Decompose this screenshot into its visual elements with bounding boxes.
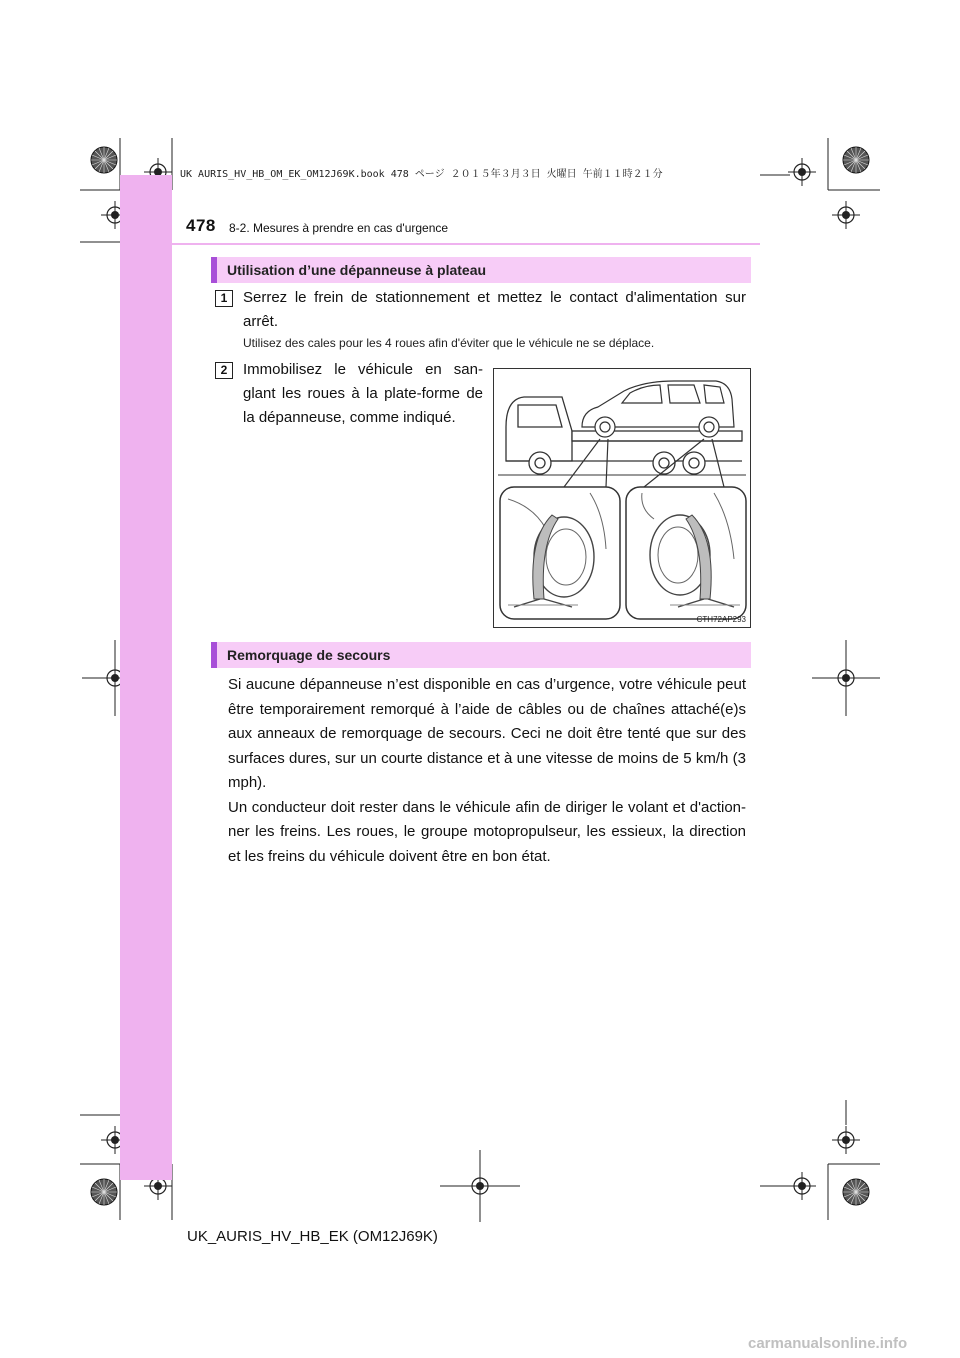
corner-mark-top-right (760, 138, 880, 229)
step-number-2: 2 (215, 362, 233, 379)
emergency-paragraph-2: Un conducteur doit rester dans le véhicule afin de diriger le volant et d'action-ner les freins. Les roues, le groupe motopropulseur, les essieux, la direction et les freins du véhicule doivent être en bon état. (228, 798, 746, 865)
front-wheel-strap-detail (500, 487, 620, 619)
header-rule (120, 243, 760, 245)
running-section-title: 8-2. Mesures à prendre en cas d'urgence (229, 221, 449, 235)
emergency-paragraph-1: Si aucune dépanneuse n’est disponible en cas d’urgence, votre véhicule peut être temporairement remorqué à l’aide de câbles ou de chaînes attaché(e)s aux anneaux de remorquage de secours. Ceci ne doit être tenté que sur des surfaces dures, sur un courte distance et à une vitesse de moins de 5 km/h (3 mph). (228, 676, 746, 791)
watermark: carmanualsonline.info (748, 1335, 908, 1352)
section-header-emergency-towing: Remorquage de secours (211, 642, 751, 668)
step-1-note: Utilisez des cales pour les 4 roues afin d'éviter que le véhicule ne se déplace. (243, 336, 655, 350)
step-1-text: Serrez le frein de stationnement et mettez le contact d'alimentation sur arrêt. (243, 289, 746, 330)
section-header-flatbed-truck: Utilisation d’une dépanneuse à plateau (211, 257, 751, 283)
step-2-text: Immobilisez le véhicule en san-glant les roues à la plate-forme de la dépanneuse, comme indiqué. (243, 361, 483, 426)
page-number: 478 (186, 216, 216, 235)
flatbed-tiedown-illustration (493, 368, 751, 628)
rear-wheel-strap-detail (626, 487, 746, 619)
figure-code: CTH72AP293 (696, 615, 746, 624)
document-code: UK_AURIS_HV_HB_EK (OM12J69K) (187, 1228, 438, 1245)
emergency-towing-text (228, 673, 746, 869)
chapter-side-band (120, 175, 172, 1180)
print-stamp: UK AURIS_HV_HB_OM_EK_OM12J69K.book 478 ページ ２０１５年３月３日 火曜日 午前１１時２１分 (180, 169, 663, 180)
side-mark-right-middle (812, 640, 880, 716)
bottom-mark-center (440, 1150, 520, 1222)
step-number-1: 1 (215, 290, 233, 307)
car-on-bed-drawing (582, 381, 734, 437)
corner-mark-bottom-right (760, 1100, 880, 1220)
